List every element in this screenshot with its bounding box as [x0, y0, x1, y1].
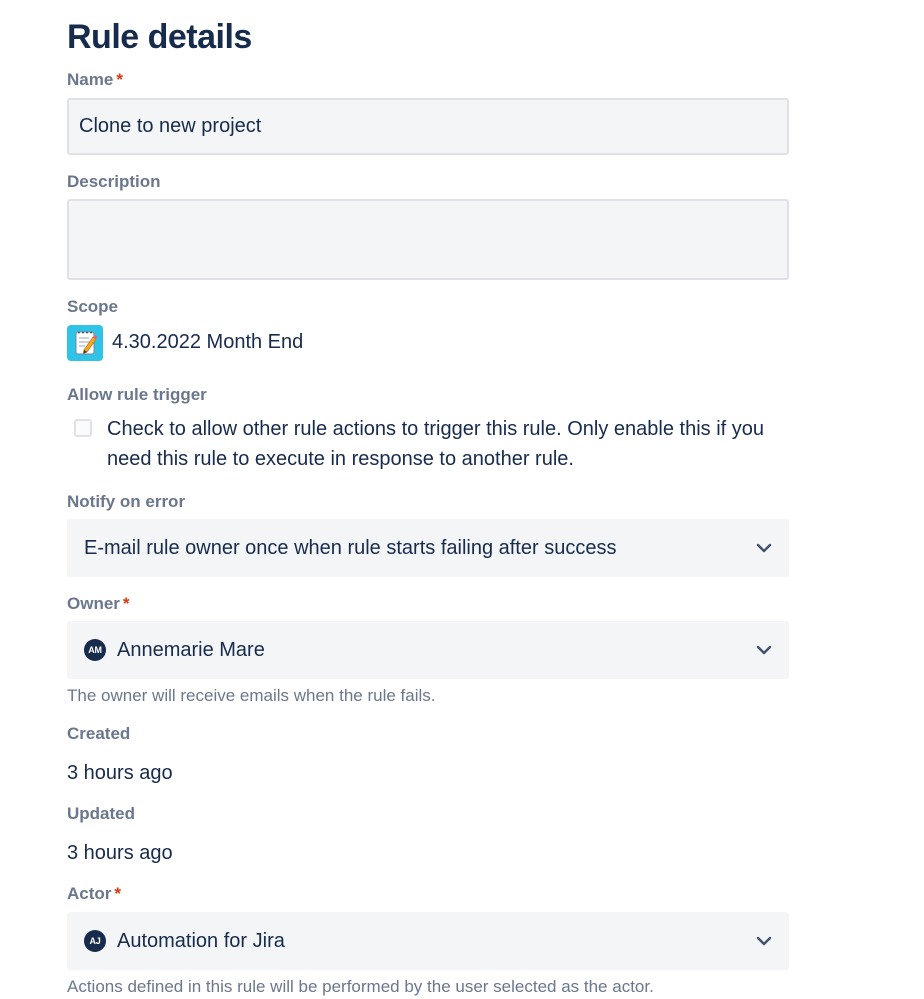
avatar: AJ: [84, 930, 106, 952]
owner-select[interactable]: [67, 621, 789, 679]
owner-value: Annemarie Mare: [117, 638, 265, 661]
required-mark: *: [114, 884, 122, 903]
updated-label: Updated: [67, 804, 135, 823]
required-mark: *: [122, 594, 130, 613]
description-label: Description: [67, 172, 161, 191]
chevron-down-icon: [755, 641, 773, 659]
description-input[interactable]: [67, 199, 789, 280]
created-label: Created: [67, 724, 131, 743]
scope-project-name: 4.30.2022 Month End: [112, 331, 304, 353]
owner-label: Owner *: [67, 594, 130, 613]
updated-value: 3 hours ago: [67, 842, 173, 864]
required-mark: *: [116, 70, 123, 89]
allow-rule-trigger-checkbox[interactable]: [74, 419, 92, 437]
actor-select[interactable]: [67, 912, 789, 970]
actor-value: Automation for Jira: [117, 929, 285, 952]
notify-on-error-value: E-mail rule owner once when rule starts failing after success: [84, 536, 617, 559]
actor-helper-text: Actions defined in this rule will be performed by the user selected as the actor.: [67, 977, 654, 996]
allow-rule-trigger-text: Check to allow other rule actions to trigger this rule. Only enable this if you need this rule to execute in response to another rule.: [107, 418, 764, 470]
avatar: AM: [84, 639, 106, 661]
project-notepad-icon: [67, 325, 103, 361]
created-value: 3 hours ago: [67, 762, 173, 784]
name-input[interactable]: [67, 98, 789, 155]
owner-helper-text: The owner will receive emails when the rule fails.: [67, 686, 436, 705]
page-title: Rule details: [67, 18, 252, 56]
notify-on-error-label: Notify on error: [67, 492, 186, 511]
scope-value: [67, 324, 303, 361]
scope-label: Scope: [67, 297, 119, 316]
allow-rule-trigger-label: Allow rule trigger: [67, 385, 207, 404]
notify-on-error-select[interactable]: [67, 519, 789, 577]
actor-label: Actor *: [67, 884, 122, 903]
chevron-down-icon: [755, 539, 773, 557]
name-label: Name *: [67, 70, 123, 89]
chevron-down-icon: [755, 932, 773, 950]
